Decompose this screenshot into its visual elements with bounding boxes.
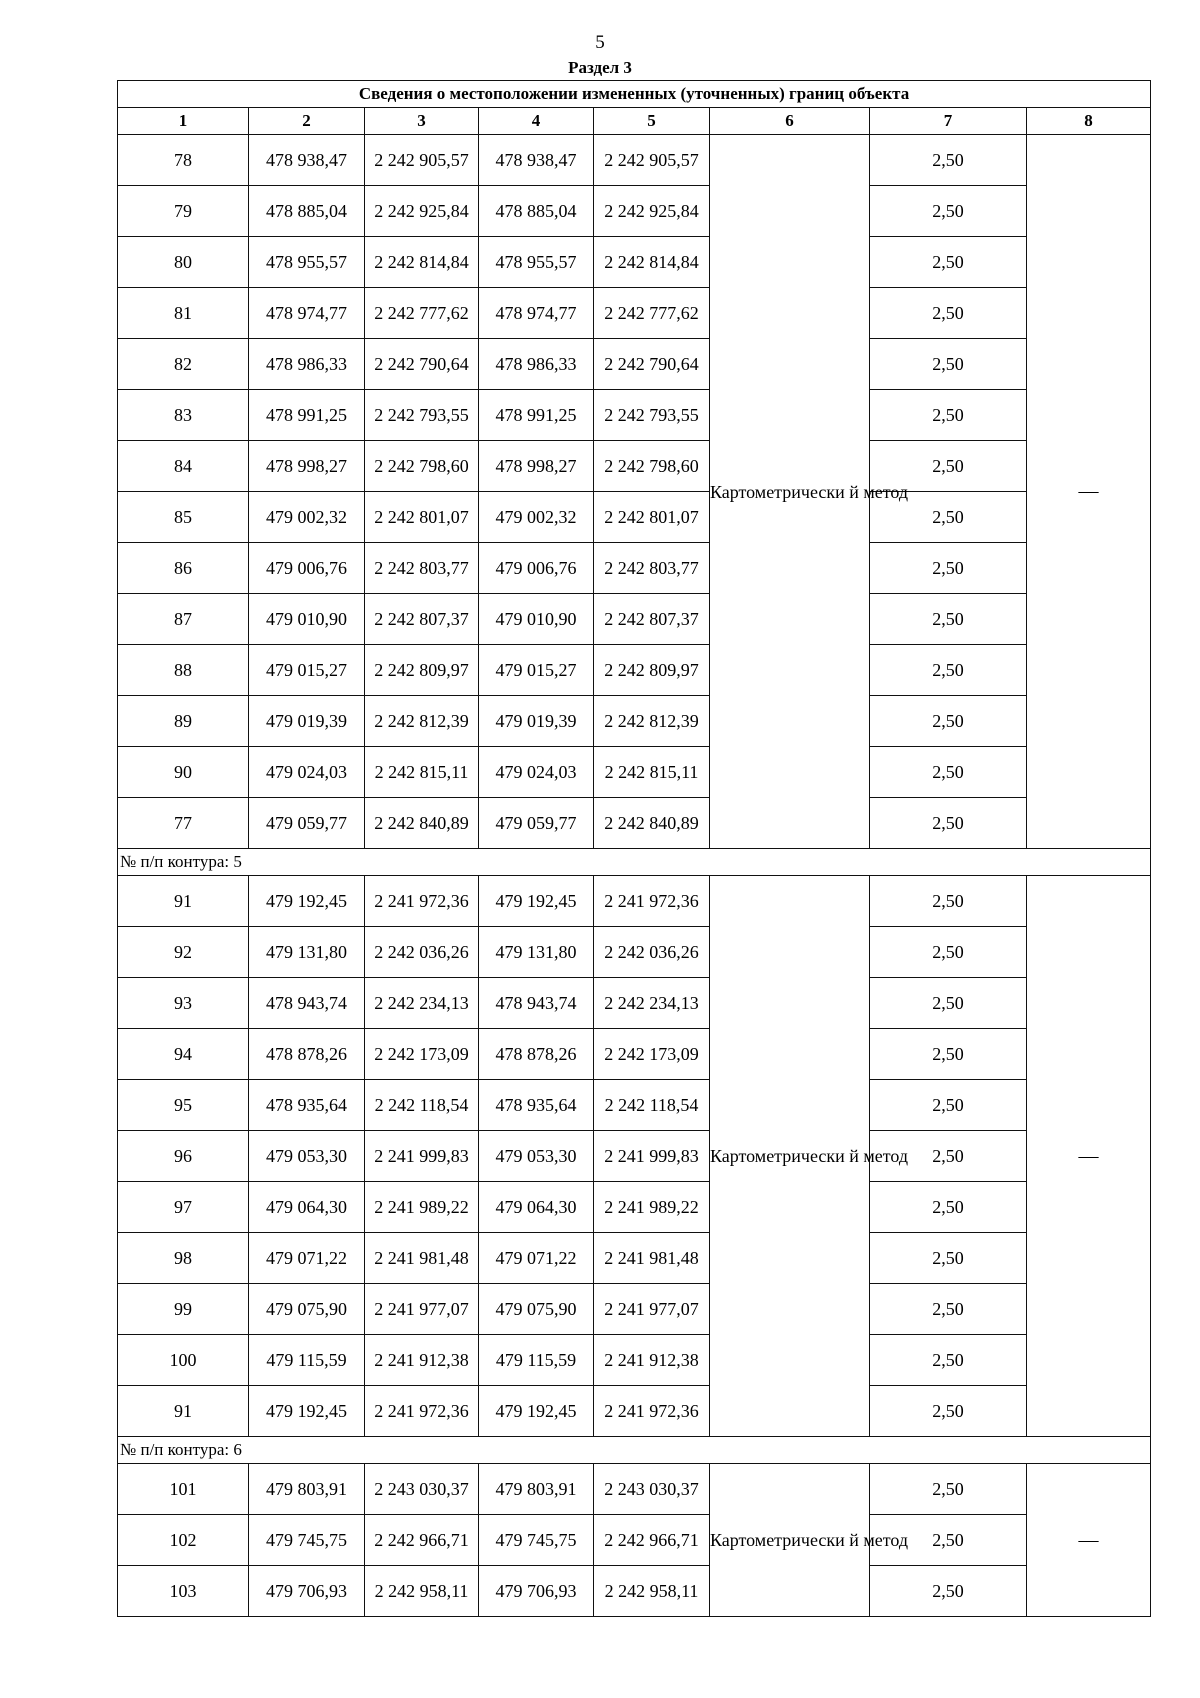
accuracy-cell: 2,50 (870, 798, 1027, 849)
table-row (118, 876, 1151, 927)
accuracy-cell: 2,50 (870, 1515, 1027, 1566)
accuracy-cell: 2,50 (870, 927, 1027, 978)
coordinate-cell: 2 242 234,13 (594, 978, 710, 1029)
point-number-cell: 98 (118, 1233, 249, 1284)
table-row (118, 1515, 1151, 1566)
table-row (118, 1566, 1151, 1617)
column-header: 3 (365, 108, 479, 135)
coordinate-cell: 479 115,59 (249, 1335, 365, 1386)
accuracy-cell: 2,50 (870, 1284, 1027, 1335)
table-row (118, 186, 1151, 237)
contour-label: № п/п контура: 5 (118, 849, 1151, 876)
point-number-cell: 91 (118, 1386, 249, 1437)
point-number-cell: 102 (118, 1515, 249, 1566)
coordinate-cell: 479 803,91 (479, 1464, 594, 1515)
accuracy-cell: 2,50 (870, 696, 1027, 747)
point-number-cell: 91 (118, 876, 249, 927)
coordinate-cell: 479 192,45 (249, 1386, 365, 1437)
contour-label: № п/п контура: 6 (118, 1437, 1151, 1464)
coordinate-cell: 478 878,26 (249, 1029, 365, 1080)
accuracy-cell: 2,50 (870, 645, 1027, 696)
coordinate-cell: 2 242 036,26 (594, 927, 710, 978)
coordinate-cell: 2 241 972,36 (365, 1386, 479, 1437)
coordinate-cell: 478 991,25 (479, 390, 594, 441)
coordinate-cell: 2 241 989,22 (594, 1182, 710, 1233)
coordinate-cell: 2 242 173,09 (365, 1029, 479, 1080)
point-number-cell: 83 (118, 390, 249, 441)
point-number-cell: 94 (118, 1029, 249, 1080)
table-row (118, 237, 1151, 288)
table-row (118, 1386, 1151, 1437)
coordinate-cell: 479 002,32 (479, 492, 594, 543)
coordinate-cell: 2 242 840,89 (365, 798, 479, 849)
accuracy-cell: 2,50 (870, 594, 1027, 645)
coordinate-cell: 2 242 777,62 (365, 288, 479, 339)
coordinate-cell: 2 242 958,11 (594, 1566, 710, 1617)
contour-label-row (118, 849, 1151, 876)
column-header: 8 (1027, 108, 1151, 135)
coordinate-cell: 2 242 815,11 (365, 747, 479, 798)
coordinate-cell: 2 242 790,64 (594, 339, 710, 390)
coordinate-cell: 2 241 999,83 (365, 1131, 479, 1182)
coordinate-cell: 479 002,32 (249, 492, 365, 543)
coordinate-cell: 478 998,27 (479, 441, 594, 492)
point-number-cell: 93 (118, 978, 249, 1029)
coordinate-cell: 2 241 999,83 (594, 1131, 710, 1182)
column-header: 1 (118, 108, 249, 135)
point-number-cell: 95 (118, 1080, 249, 1131)
coordinate-cell: 479 019,39 (479, 696, 594, 747)
column-header: 6 (710, 108, 870, 135)
table-row (118, 492, 1151, 543)
coordinate-cell: 2 241 972,36 (365, 876, 479, 927)
table-row (118, 645, 1151, 696)
coordinate-cell: 478 986,33 (249, 339, 365, 390)
coordinate-cell: 479 075,90 (249, 1284, 365, 1335)
coordinate-cell: 2 242 793,55 (594, 390, 710, 441)
point-number-cell: 82 (118, 339, 249, 390)
point-number-cell: 99 (118, 1284, 249, 1335)
coordinate-cell: 479 053,30 (249, 1131, 365, 1182)
coordinate-cell: 2 242 798,60 (594, 441, 710, 492)
coordinate-cell: 479 053,30 (479, 1131, 594, 1182)
point-number-cell: 103 (118, 1566, 249, 1617)
coordinate-cell: 2 242 812,39 (365, 696, 479, 747)
accuracy-cell: 2,50 (870, 1080, 1027, 1131)
coordinate-cell: 478 885,04 (249, 186, 365, 237)
table-row (118, 1131, 1151, 1182)
note-cell: — (1027, 135, 1151, 849)
point-number-cell: 85 (118, 492, 249, 543)
coordinate-cell: 479 059,77 (249, 798, 365, 849)
table-row (118, 1182, 1151, 1233)
accuracy-cell: 2,50 (870, 441, 1027, 492)
point-number-cell: 97 (118, 1182, 249, 1233)
column-header: 4 (479, 108, 594, 135)
coordinate-cell: 2 242 234,13 (365, 978, 479, 1029)
coordinate-cell: 479 059,77 (479, 798, 594, 849)
accuracy-cell: 2,50 (870, 390, 1027, 441)
coordinate-cell: 479 803,91 (249, 1464, 365, 1515)
coordinate-cell: 478 938,47 (249, 135, 365, 186)
coordinate-cell: 2 242 801,07 (594, 492, 710, 543)
method-cell: Картометрически й метод (710, 135, 870, 849)
point-number-cell: 87 (118, 594, 249, 645)
coordinate-cell: 478 974,77 (249, 288, 365, 339)
table-row (118, 1029, 1151, 1080)
coordinate-cell: 479 115,59 (479, 1335, 594, 1386)
coordinate-cell: 479 064,30 (479, 1182, 594, 1233)
coordinate-cell: 2 242 803,77 (594, 543, 710, 594)
coordinate-cell: 2 242 925,84 (594, 186, 710, 237)
coordinates-table (117, 80, 1151, 1617)
table-row (118, 135, 1151, 186)
accuracy-cell: 2,50 (870, 186, 1027, 237)
coordinate-cell: 2 242 118,54 (594, 1080, 710, 1131)
point-number-cell: 92 (118, 927, 249, 978)
page-number: 5 (595, 32, 605, 53)
coordinate-cell: 2 241 981,48 (594, 1233, 710, 1284)
coordinate-cell: 2 242 173,09 (594, 1029, 710, 1080)
table-row (118, 927, 1151, 978)
accuracy-cell: 2,50 (870, 876, 1027, 927)
point-number-cell: 78 (118, 135, 249, 186)
coordinate-cell: 479 706,93 (479, 1566, 594, 1617)
table-row (118, 390, 1151, 441)
coordinate-cell: 2 242 966,71 (365, 1515, 479, 1566)
coordinate-cell: 2 242 925,84 (365, 186, 479, 237)
accuracy-cell: 2,50 (870, 978, 1027, 1029)
coordinate-cell: 2 242 809,97 (594, 645, 710, 696)
table-row (118, 978, 1151, 1029)
coordinate-cell: 478 935,64 (249, 1080, 365, 1131)
coordinate-cell: 478 955,57 (479, 237, 594, 288)
coordinate-cell: 2 241 972,36 (594, 876, 710, 927)
point-number-cell: 88 (118, 645, 249, 696)
accuracy-cell: 2,50 (870, 1182, 1027, 1233)
table-caption: Сведения о местоположении измененных (уточненных) границ объекта (118, 81, 1151, 108)
point-number-cell: 89 (118, 696, 249, 747)
coordinate-cell: 2 242 840,89 (594, 798, 710, 849)
coordinate-cell: 2 242 815,11 (594, 747, 710, 798)
coordinate-cell: 479 192,45 (249, 876, 365, 927)
table-row (118, 1284, 1151, 1335)
coordinate-cell: 2 242 807,37 (365, 594, 479, 645)
coordinate-cell: 478 885,04 (479, 186, 594, 237)
table-row (118, 594, 1151, 645)
point-number-cell: 79 (118, 186, 249, 237)
accuracy-cell: 2,50 (870, 1335, 1027, 1386)
coordinate-cell: 479 192,45 (479, 876, 594, 927)
coordinate-cell: 479 015,27 (249, 645, 365, 696)
coordinate-cell: 478 943,74 (249, 978, 365, 1029)
table-row (118, 747, 1151, 798)
coordinate-cell: 478 991,25 (249, 390, 365, 441)
coordinate-cell: 2 242 777,62 (594, 288, 710, 339)
table-row (118, 1080, 1151, 1131)
accuracy-cell: 2,50 (870, 1566, 1027, 1617)
point-number-cell: 86 (118, 543, 249, 594)
table-row (118, 696, 1151, 747)
column-header: 5 (594, 108, 710, 135)
coordinate-cell: 2 242 036,26 (365, 927, 479, 978)
table-row (118, 339, 1151, 390)
coordinate-cell: 479 192,45 (479, 1386, 594, 1437)
note-cell: — (1027, 1464, 1151, 1617)
coordinate-cell: 2 242 793,55 (365, 390, 479, 441)
coordinate-cell: 478 986,33 (479, 339, 594, 390)
contour-label-row (118, 1437, 1151, 1464)
method-cell: Картометрически й метод (710, 1464, 870, 1617)
coordinate-cell: 2 242 905,57 (594, 135, 710, 186)
coordinate-cell: 2 242 807,37 (594, 594, 710, 645)
coordinate-cell: 478 935,64 (479, 1080, 594, 1131)
column-header-row (118, 108, 1151, 135)
point-number-cell: 84 (118, 441, 249, 492)
coordinate-cell: 478 878,26 (479, 1029, 594, 1080)
coordinate-cell: 479 010,90 (479, 594, 594, 645)
accuracy-cell: 2,50 (870, 747, 1027, 798)
coordinate-cell: 2 242 966,71 (594, 1515, 710, 1566)
coordinate-cell: 2 242 809,97 (365, 645, 479, 696)
coordinate-cell: 2 242 118,54 (365, 1080, 479, 1131)
coordinate-cell: 2 241 977,07 (365, 1284, 479, 1335)
table-body (118, 135, 1151, 1617)
coordinate-cell: 2 242 814,84 (365, 237, 479, 288)
coordinate-cell: 479 024,03 (249, 747, 365, 798)
coordinate-cell: 479 131,80 (479, 927, 594, 978)
coordinate-cell: 479 745,75 (249, 1515, 365, 1566)
coordinate-cell: 478 974,77 (479, 288, 594, 339)
coordinate-cell: 2 242 814,84 (594, 237, 710, 288)
coordinate-cell: 479 064,30 (249, 1182, 365, 1233)
accuracy-cell: 2,50 (870, 1029, 1027, 1080)
coordinate-cell: 479 071,22 (479, 1233, 594, 1284)
accuracy-cell: 2,50 (870, 288, 1027, 339)
column-header: 7 (870, 108, 1027, 135)
accuracy-cell: 2,50 (870, 492, 1027, 543)
coordinate-cell: 478 943,74 (479, 978, 594, 1029)
section-title: Раздел 3 (568, 58, 632, 77)
table-row (118, 441, 1151, 492)
coordinate-cell: 2 243 030,37 (365, 1464, 479, 1515)
table-row (118, 1233, 1151, 1284)
coordinate-cell: 2 241 981,48 (365, 1233, 479, 1284)
coordinate-cell: 479 131,80 (249, 927, 365, 978)
coordinate-cell: 2 242 798,60 (365, 441, 479, 492)
table-row (118, 1464, 1151, 1515)
accuracy-cell: 2,50 (870, 237, 1027, 288)
coordinate-cell: 2 243 030,37 (594, 1464, 710, 1515)
coordinate-cell: 2 241 912,38 (594, 1335, 710, 1386)
table-row (118, 798, 1151, 849)
point-number-cell: 90 (118, 747, 249, 798)
column-header: 2 (249, 108, 365, 135)
coordinate-cell: 2 241 989,22 (365, 1182, 479, 1233)
coordinate-cell: 478 955,57 (249, 237, 365, 288)
accuracy-cell: 2,50 (870, 1386, 1027, 1437)
table-row (118, 288, 1151, 339)
coordinate-cell: 2 242 958,11 (365, 1566, 479, 1617)
method-cell: Картометрически й метод (710, 876, 870, 1437)
coordinate-cell: 478 938,47 (479, 135, 594, 186)
coordinate-cell: 479 075,90 (479, 1284, 594, 1335)
coordinate-cell: 479 071,22 (249, 1233, 365, 1284)
point-number-cell: 81 (118, 288, 249, 339)
point-number-cell: 100 (118, 1335, 249, 1386)
note-cell: — (1027, 876, 1151, 1437)
coordinate-cell: 479 015,27 (479, 645, 594, 696)
accuracy-cell: 2,50 (870, 1131, 1027, 1182)
table-row (118, 543, 1151, 594)
coordinate-cell: 479 019,39 (249, 696, 365, 747)
coordinate-cell: 2 241 972,36 (594, 1386, 710, 1437)
coordinate-cell: 479 024,03 (479, 747, 594, 798)
point-number-cell: 101 (118, 1464, 249, 1515)
coordinate-cell: 479 745,75 (479, 1515, 594, 1566)
accuracy-cell: 2,50 (870, 1233, 1027, 1284)
point-number-cell: 80 (118, 237, 249, 288)
coordinate-cell: 479 706,93 (249, 1566, 365, 1617)
accuracy-cell: 2,50 (870, 135, 1027, 186)
coordinate-cell: 2 242 812,39 (594, 696, 710, 747)
point-number-cell: 96 (118, 1131, 249, 1182)
accuracy-cell: 2,50 (870, 543, 1027, 594)
accuracy-cell: 2,50 (870, 339, 1027, 390)
coordinate-cell: 2 242 801,07 (365, 492, 479, 543)
accuracy-cell: 2,50 (870, 1464, 1027, 1515)
coordinate-cell: 2 242 790,64 (365, 339, 479, 390)
coordinate-cell: 478 998,27 (249, 441, 365, 492)
coordinate-cell: 2 241 977,07 (594, 1284, 710, 1335)
coordinate-cell: 479 006,76 (479, 543, 594, 594)
table-row (118, 1335, 1151, 1386)
coordinate-cell: 2 241 912,38 (365, 1335, 479, 1386)
coordinate-cell: 2 242 803,77 (365, 543, 479, 594)
point-number-cell: 77 (118, 798, 249, 849)
coordinate-cell: 2 242 905,57 (365, 135, 479, 186)
coordinate-cell: 479 006,76 (249, 543, 365, 594)
coordinate-cell: 479 010,90 (249, 594, 365, 645)
